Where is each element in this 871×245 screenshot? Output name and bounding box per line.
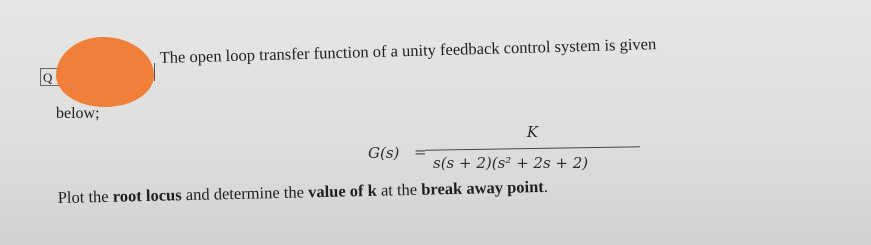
question-intro-line-1: The open loop transfer function of a unity feedback control system is given (159, 34, 657, 68)
equation-numerator: K (526, 123, 539, 141)
text-marker (154, 63, 155, 81)
task-value-of-k: value of k (307, 180, 378, 202)
question-task (58, 177, 549, 208)
task-break-away-point: break away point (421, 176, 545, 199)
equation-equals: = (414, 143, 427, 161)
question-number-label: Q (43, 70, 53, 85)
task-root-locus: root locus (112, 185, 182, 206)
fraction-bar (425, 146, 640, 150)
task-text-2: and determine the (181, 182, 309, 205)
equation-denominator: s(s + 2)(s² + 2s + 2) (433, 154, 589, 172)
task-text-1: Plot the (57, 186, 113, 208)
task-period: . (543, 176, 549, 196)
equation-lhs: G(s) (368, 144, 400, 162)
redaction-blob (56, 37, 154, 107)
question-intro-line-2: below; (56, 105, 100, 122)
task-text-3: at the (376, 179, 422, 200)
